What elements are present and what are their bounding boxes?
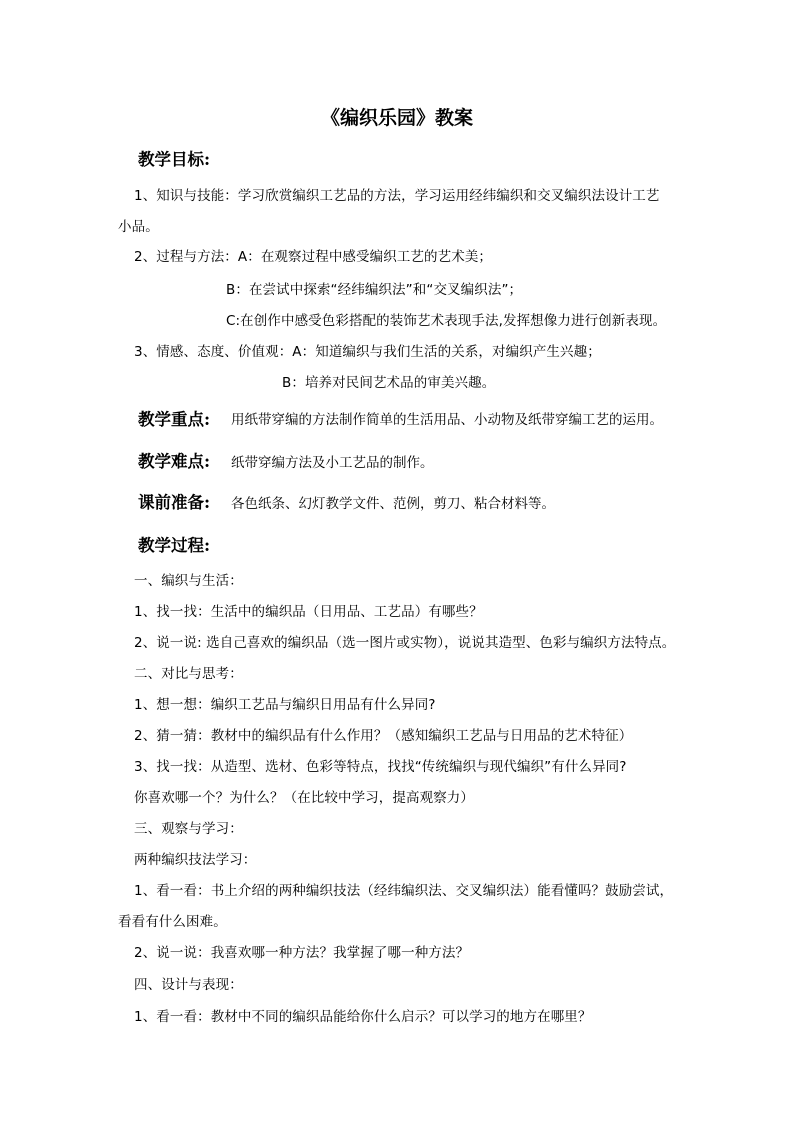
process-line-6: 2、猜一猜：教材中的编织品有什么作用？（感知编织工艺品与日用品的艺术特征） [134, 728, 633, 744]
process-line-8: 你喜欢哪一个？为什么？（在比较中学习，提高观察力） [134, 790, 474, 806]
preparation-heading: 课前准备: [138, 493, 211, 512]
process-line-10: 两种编织技法学习： [134, 852, 257, 868]
process-line-12: 看看有什么困难。 [118, 914, 227, 930]
document-title: 《编织乐园》教案 [320, 107, 473, 129]
goals-heading: 教学目标: [138, 150, 211, 169]
process-line-9: 三、观察与学习： [134, 821, 243, 837]
key-point-heading: 教学重点: [138, 410, 211, 429]
process-line-11: 1、看一看：书上介绍的两种编织技法（经纬编织法、交叉编织法）能看懂吗？鼓励尝试， [134, 883, 674, 899]
goal-line-3: 2、过程与方法：A：在观察过程中感受编织工艺的艺术美； [134, 249, 493, 265]
goal-line-5: C:在创作中感受色彩搭配的装饰艺术表现手法,发挥想像力进行创新表现。 [226, 313, 667, 329]
process-line-1: 一、编织与生活： [134, 573, 243, 589]
goal-line-1: 1、知识与技能：学习欣赏编织工艺品的方法，学习运用经纬编织和交叉编织法设计工艺 [134, 188, 660, 204]
process-heading: 教学过程: [138, 536, 211, 555]
process-line-7: 3、找一找：从造型、选材、色彩等特点，找找“传统编织与现代编织”有什么异同? [134, 759, 627, 775]
goal-line-4: B：在尝试中探索“经纬编织法”和“交叉编织法”； [226, 282, 523, 298]
key-point-text: 用纸带穿编的方法制作简单的生活用品、小动物及纸带穿编工艺的运用。 [231, 412, 663, 428]
process-line-13: 2、说一说：我喜欢哪一种方法？我掌握了哪一种方法？ [134, 945, 470, 961]
goal-line-7: B：培养对民间艺术品的审美兴趣。 [282, 375, 496, 391]
process-line-14: 四、设计与表现： [134, 977, 243, 993]
process-line-4: 二、对比与思考： [134, 666, 243, 682]
goal-line-2: 小品。 [118, 219, 159, 235]
process-line-5: 1、想一想：编织工艺品与编织日用品有什么异同? [134, 697, 436, 713]
difficulty-text: 纸带穿编方法及小工艺品的制作。 [231, 455, 434, 471]
process-line-15: 1、看一看：教材中不同的编织品能给你什么启示？可以学习的地方在哪里？ [134, 1009, 592, 1025]
difficulty-heading: 教学难点: [138, 452, 211, 471]
process-line-2: 1、找一找：生活中的编织品（日用品、工艺品）有哪些？ [134, 604, 483, 620]
preparation-text: 各色纸条、幻灯教学文件、范例，剪刀、粘合材料等。 [231, 496, 555, 512]
goal-line-6: 3、情感、态度、价值观：A：知道编织与我们生活的关系，对编织产生兴趣； [134, 344, 601, 360]
process-line-3: 2、说一说: 选自己喜欢的编织品（选一图片或实物），说说其造型、色彩与编织方法特点。 [134, 635, 676, 651]
